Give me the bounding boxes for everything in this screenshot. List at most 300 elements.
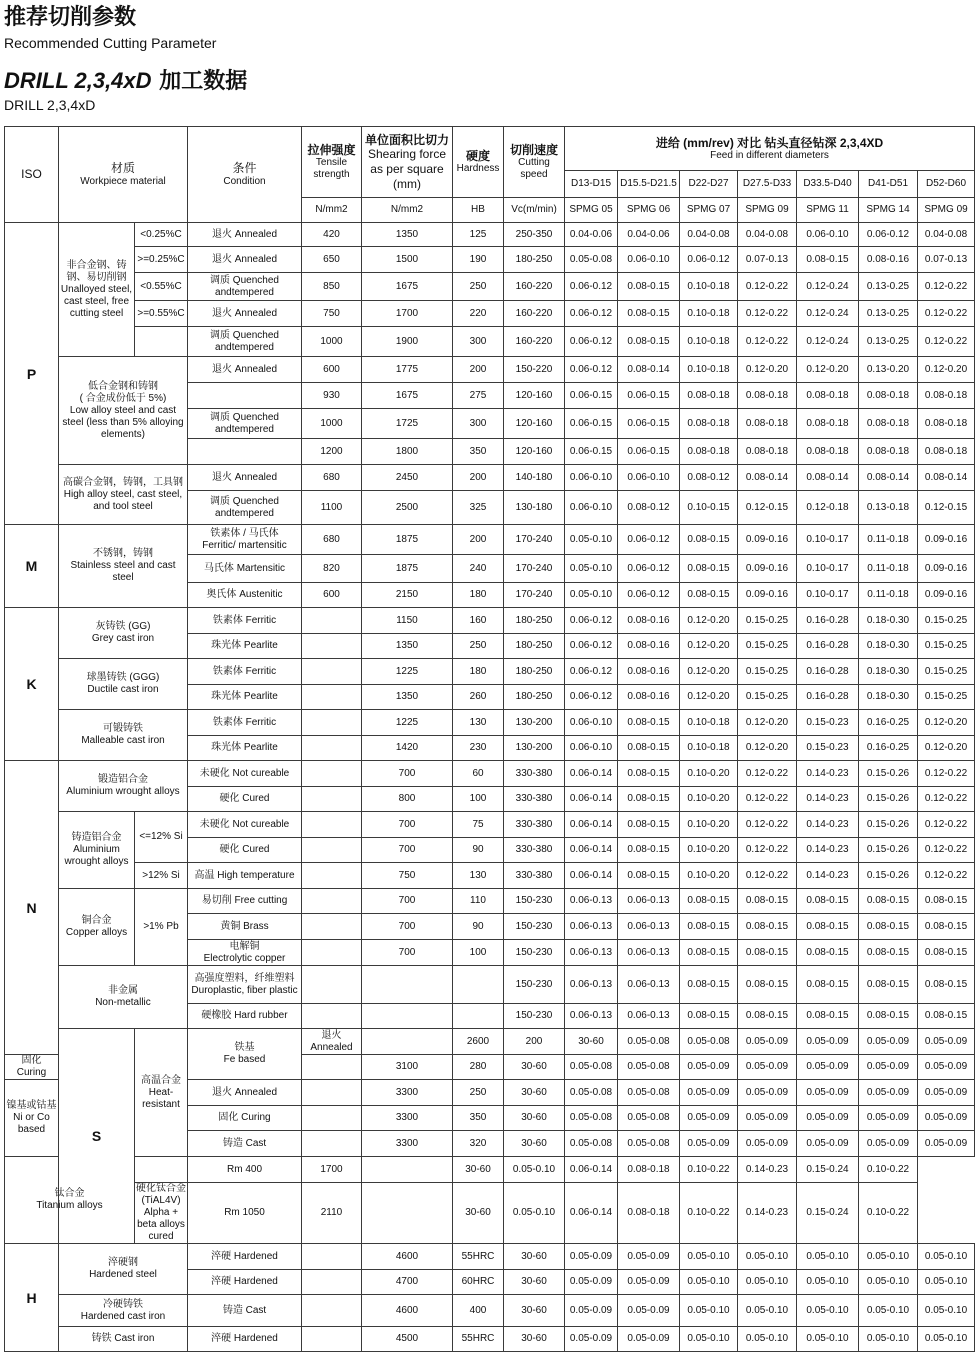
hardness-cell: 200 — [453, 357, 504, 383]
condition-cell: 马氏体 Martensitic — [188, 555, 302, 583]
feed-cell: 0.08-0.15 — [680, 525, 738, 555]
shear-cell: 2450 — [362, 465, 453, 491]
col-tensile: 拉伸强度 Tensile strength — [302, 127, 362, 198]
speed-cell: 30-60 — [453, 1183, 504, 1244]
feed-cell: 0.05-0.10 — [565, 525, 618, 555]
section-title — [4, 66, 247, 97]
feed-cell: 0.08-0.18 — [738, 439, 797, 465]
feed-cell: 0.08-0.16 — [618, 685, 680, 710]
shear-cell: 1225 — [362, 659, 453, 685]
hardness-cell: 250 — [453, 634, 504, 659]
feed-cell: 0.06-0.13 — [565, 940, 618, 966]
feed-cell: 0.08-0.15 — [618, 838, 680, 863]
tensile-cell: 750 — [302, 301, 362, 327]
feed-cell: 0.05-0.08 — [618, 1080, 680, 1106]
feed-cell: 0.08-0.14 — [738, 465, 797, 491]
hardness-cell: 275 — [453, 383, 504, 409]
feed-cell: 0.05-0.09 — [618, 1295, 680, 1327]
feed-cell: 0.10-0.15 — [680, 491, 738, 525]
feed-cell: 0.12-0.20 — [797, 357, 859, 383]
condition-cell: 铁素体 Ferritic — [188, 659, 302, 685]
table-row — [5, 659, 975, 685]
feed-cell: 0.08-0.15 — [797, 914, 859, 940]
feed-cell: 0.04-0.06 — [618, 223, 680, 247]
feed-cell: 0.12-0.18 — [797, 491, 859, 525]
feed-cell: 0.15-0.25 — [918, 608, 975, 634]
material-subclass: <0.25%C — [135, 223, 188, 247]
feed-cell: 0.14-0.23 — [738, 1183, 797, 1244]
feed-cell: 0.12-0.20 — [680, 685, 738, 710]
feed-cell: 0.05-0.09 — [918, 1106, 975, 1131]
diameter-header: D52-D60 — [918, 171, 975, 198]
tensile-cell — [302, 889, 362, 914]
tensile-cell — [302, 1131, 362, 1157]
feed-cell: 0.08-0.15 — [859, 1004, 918, 1029]
hardness-cell: 350 — [453, 1106, 504, 1131]
condition-cell: 淬硬 Hardened — [188, 1327, 302, 1352]
feed-cell: 0.08-0.15 — [618, 273, 680, 301]
table-row — [5, 608, 975, 634]
hardness-cell: 300 — [453, 409, 504, 439]
hardness-cell: 350 — [453, 439, 504, 465]
shear-cell: 1225 — [362, 710, 453, 736]
condition-cell: 未硬化 Not cureable — [188, 761, 302, 787]
feed-cell: 0.05-0.09 — [797, 1080, 859, 1106]
feed-cell: 0.15-0.26 — [859, 838, 918, 863]
feed-cell: 0.05-0.09 — [797, 1131, 859, 1157]
tensile-cell: 820 — [302, 555, 362, 583]
tensile-cell: 850 — [302, 273, 362, 301]
tensile-cell — [302, 685, 362, 710]
material-subclass: <0.55%C — [135, 273, 188, 301]
feed-cell: 0.06-0.15 — [565, 439, 618, 465]
feed-cell: 0.05-0.08 — [618, 1055, 680, 1080]
condition-cell: 退火 Annealed — [302, 1029, 362, 1055]
speed-cell: 160-220 — [504, 273, 565, 301]
speed-cell: 150-230 — [504, 1004, 565, 1029]
feed-cell: 0.05-0.09 — [797, 1055, 859, 1080]
feed-cell: 0.09-0.16 — [918, 555, 975, 583]
feed-cell: 0.08-0.18 — [918, 383, 975, 409]
feed-cell: 0.06-0.12 — [680, 247, 738, 273]
speed-cell: 170-240 — [504, 583, 565, 608]
speed-cell: 30-60 — [504, 1270, 565, 1295]
feed-cell: 0.12-0.24 — [797, 301, 859, 327]
table-row — [5, 1029, 975, 1055]
feed-cell: 0.05-0.09 — [680, 1055, 738, 1080]
iso-group: K — [5, 608, 59, 761]
shear-cell: 1675 — [362, 383, 453, 409]
table-row — [5, 1295, 975, 1327]
feed-cell: 0.16-0.25 — [859, 736, 918, 761]
feed-cell: 0.08-0.18 — [918, 439, 975, 465]
shear-cell: 4700 — [362, 1270, 453, 1295]
hardness-cell: 190 — [453, 247, 504, 273]
grade-header: SPMG 05 — [565, 198, 618, 223]
feed-cell: 0.15-0.24 — [797, 1157, 859, 1183]
feed-cell: 0.10-0.22 — [859, 1157, 918, 1183]
feed-cell: 0.12-0.22 — [918, 301, 975, 327]
shear-cell: 1350 — [362, 223, 453, 247]
speed-cell: 30-60 — [453, 1157, 504, 1183]
shear-cell: 700 — [362, 940, 453, 966]
feed-cell: 0.06-0.13 — [618, 1004, 680, 1029]
feed-cell: 0.05-0.09 — [918, 1055, 975, 1080]
feed-cell: 0.08-0.15 — [618, 863, 680, 889]
feed-cell: 0.05-0.08 — [618, 1029, 680, 1055]
feed-cell: 0.10-0.22 — [859, 1183, 918, 1244]
feed-cell: 0.16-0.28 — [797, 685, 859, 710]
feed-cell: 0.06-0.12 — [859, 223, 918, 247]
condition-cell: 珠光体 Pearlite — [188, 736, 302, 761]
feed-cell: 0.12-0.22 — [918, 273, 975, 301]
condition-cell: 铁素体 / 马氏体 Ferritic/ martensitic — [188, 525, 302, 555]
feed-cell: 0.13-0.20 — [859, 357, 918, 383]
shear-cell: 4600 — [362, 1295, 453, 1327]
condition-cell: 铁素体 Ferritic — [188, 710, 302, 736]
feed-cell: 0.15-0.26 — [859, 787, 918, 812]
feed-cell: 0.15-0.26 — [859, 863, 918, 889]
feed-cell: 0.05-0.09 — [680, 1131, 738, 1157]
speed-cell: 130-200 — [504, 710, 565, 736]
iso-group: N — [5, 761, 59, 1055]
diameter-header: D33.5-D40 — [797, 171, 859, 198]
feed-cell: 0.05-0.09 — [565, 1270, 618, 1295]
tensile-cell — [302, 1055, 362, 1080]
tensile-cell — [302, 634, 362, 659]
hardness-cell: 180 — [453, 583, 504, 608]
tensile-cell — [302, 1244, 362, 1270]
feed-cell: 0.05-0.10 — [918, 1327, 975, 1352]
condition-cell: 退火 Annealed — [188, 223, 302, 247]
hardness-cell: 280 — [453, 1055, 504, 1080]
grade-header: SPMG 11 — [797, 198, 859, 223]
feed-cell: 0.08-0.18 — [797, 383, 859, 409]
feed-cell: 0.06-0.14 — [565, 787, 618, 812]
feed-cell: 0.08-0.12 — [618, 491, 680, 525]
condition-cell: 未硬化 Not cureable — [188, 812, 302, 838]
shear-cell: 700 — [362, 761, 453, 787]
feed-cell: 0.05-0.10 — [680, 1327, 738, 1352]
feed-cell: 0.10-0.18 — [680, 301, 738, 327]
iso-group: H — [5, 1244, 59, 1352]
feed-cell: 0.12-0.15 — [738, 491, 797, 525]
feed-cell: 0.05-0.09 — [859, 1131, 918, 1157]
material-cell: 冷硬铸铁 Hardened cast iron — [59, 1295, 188, 1327]
feed-cell: 0.06-0.15 — [618, 439, 680, 465]
feed-cell: 0.12-0.22 — [738, 838, 797, 863]
feed-cell: 0.08-0.15 — [797, 940, 859, 966]
condition-cell: 退火 Annealed — [188, 465, 302, 491]
speed-cell: 30-60 — [504, 1295, 565, 1327]
grade-header: SPMG 07 — [680, 198, 738, 223]
hardness-cell: 180 — [453, 659, 504, 685]
feed-cell: 0.05-0.10 — [565, 583, 618, 608]
feed-cell: 0.12-0.24 — [797, 273, 859, 301]
feed-cell: 0.07-0.13 — [918, 247, 975, 273]
unit-shear: N/mm2 — [362, 198, 453, 223]
tensile-cell: 1000 — [302, 409, 362, 439]
feed-cell: 0.05-0.10 — [738, 1295, 797, 1327]
feed-cell: 0.08-0.15 — [797, 889, 859, 914]
shear-cell: 3300 — [362, 1080, 453, 1106]
feed-cell: 0.06-0.14 — [565, 761, 618, 787]
hardness-cell: 325 — [453, 491, 504, 525]
feed-cell: 0.07-0.13 — [738, 247, 797, 273]
cutting-parameter-table — [4, 126, 975, 1352]
shear-cell: 4600 — [362, 1244, 453, 1270]
feed-cell: 0.05-0.09 — [680, 1106, 738, 1131]
tensile-cell: 1000 — [302, 327, 362, 357]
feed-cell: 0.13-0.25 — [859, 273, 918, 301]
tensile-cell — [302, 1327, 362, 1352]
feed-cell: 0.05-0.09 — [738, 1106, 797, 1131]
table-row — [5, 710, 975, 736]
feed-cell: 0.05-0.10 — [918, 1270, 975, 1295]
feed-cell: 0.05-0.09 — [797, 1029, 859, 1055]
speed-cell: 30-60 — [504, 1080, 565, 1106]
feed-cell: 0.14-0.23 — [797, 812, 859, 838]
feed-cell: 0.10-0.20 — [680, 812, 738, 838]
feed-cell: 0.05-0.09 — [918, 1080, 975, 1106]
shear-cell: 3100 — [362, 1055, 453, 1080]
feed-cell: 0.08-0.15 — [918, 914, 975, 940]
shear-cell: 1150 — [362, 608, 453, 634]
speed-cell: 330-380 — [504, 863, 565, 889]
material-cell: 非金属 Non-metallic — [59, 966, 188, 1029]
feed-cell: 0.15-0.25 — [918, 634, 975, 659]
feed-cell: 0.06-0.14 — [565, 812, 618, 838]
tensile-cell — [302, 914, 362, 940]
feed-cell: 0.08-0.18 — [618, 1157, 680, 1183]
speed-cell: 330-380 — [504, 761, 565, 787]
shear-cell: 2150 — [362, 583, 453, 608]
diameter-header: D41-D51 — [859, 171, 918, 198]
hardness-cell: 60 — [453, 761, 504, 787]
feed-cell: 0.05-0.10 — [797, 1295, 859, 1327]
feed-cell: 0.12-0.22 — [918, 812, 975, 838]
hardness-cell: 60HRC — [453, 1270, 504, 1295]
shear-cell: 700 — [362, 812, 453, 838]
feed-cell: 0.06-0.13 — [565, 889, 618, 914]
feed-cell: 0.05-0.09 — [565, 1295, 618, 1327]
material-subclass — [135, 327, 188, 357]
feed-cell: 0.05-0.10 — [738, 1270, 797, 1295]
col-speed: 切削速度 Cutting speed — [504, 127, 565, 198]
feed-cell: 0.08-0.15 — [859, 940, 918, 966]
feed-cell: 0.08-0.14 — [618, 357, 680, 383]
table-row — [5, 525, 975, 555]
feed-cell: 0.12-0.22 — [738, 761, 797, 787]
material-cell: 铸铁 Cast iron — [59, 1327, 188, 1352]
feed-cell: 0.08-0.18 — [680, 409, 738, 439]
hardness-cell: 240 — [453, 555, 504, 583]
speed-cell: 180-250 — [504, 608, 565, 634]
feed-cell: 0.10-0.18 — [680, 327, 738, 357]
hardness-cell: 300 — [453, 327, 504, 357]
feed-cell: 0.05-0.09 — [918, 1029, 975, 1055]
section-subtitle: DRILL 2,3,4xD — [4, 97, 96, 113]
speed-cell: 30-60 — [504, 1106, 565, 1131]
hardness-cell: 130 — [453, 710, 504, 736]
feed-cell: 0.08-0.15 — [859, 914, 918, 940]
feed-cell: 0.06-0.15 — [618, 409, 680, 439]
feed-cell: 0.15-0.26 — [859, 761, 918, 787]
feed-cell: 0.05-0.09 — [797, 1106, 859, 1131]
tensile-cell — [302, 608, 362, 634]
condition-cell: 硬化钛合金 (TiAL4V) Alpha + beta alloys cured — [136, 1183, 186, 1242]
feed-cell: 0.12-0.22 — [738, 327, 797, 357]
speed-cell: 330-380 — [504, 812, 565, 838]
tensile-cell: 1100 — [302, 491, 362, 525]
speed-cell: 330-380 — [504, 787, 565, 812]
feed-cell: 0.10-0.18 — [680, 273, 738, 301]
condition-cell: 高温 High temperature — [188, 863, 302, 889]
feed-cell: 0.05-0.08 — [565, 1106, 618, 1131]
col-iso: ISO — [5, 127, 59, 223]
feed-cell: 0.09-0.16 — [738, 583, 797, 608]
feed-cell: 0.14-0.23 — [797, 863, 859, 889]
shear-cell: 1875 — [362, 555, 453, 583]
feed-cell: 0.08-0.15 — [680, 555, 738, 583]
feed-cell: 0.08-0.15 — [618, 761, 680, 787]
hardness-cell: 110 — [453, 889, 504, 914]
feed-cell: 0.05-0.09 — [618, 1244, 680, 1270]
feed-cell: 0.08-0.15 — [797, 247, 859, 273]
unit-speed: Vc(m/min) — [504, 198, 565, 223]
feed-cell: 0.18-0.30 — [859, 608, 918, 634]
condition-cell: 硬化 Cured — [188, 838, 302, 863]
feed-cell: 0.06-0.10 — [565, 491, 618, 525]
hardness-cell: 90 — [453, 838, 504, 863]
shear-cell: 1700 — [362, 301, 453, 327]
feed-cell: 0.08-0.15 — [918, 1004, 975, 1029]
feed-cell: 0.04-0.06 — [565, 223, 618, 247]
feed-cell: 0.11-0.18 — [859, 583, 918, 608]
feed-cell: 0.06-0.14 — [565, 1183, 618, 1244]
tensile-cell: 420 — [302, 223, 362, 247]
condition-cell: 电解铜 Electrolytic copper — [188, 940, 302, 966]
grade-header: SPMG 09 — [918, 198, 975, 223]
feed-cell: 0.16-0.25 — [859, 710, 918, 736]
feed-cell: 0.08-0.16 — [618, 634, 680, 659]
col-material: 材质 Workpiece material — [59, 127, 188, 223]
material-cell: 可锻铸铁 Malleable cast iron — [59, 710, 188, 761]
material-subclass: >=0.25%C — [135, 247, 188, 273]
tensile-cell — [302, 1004, 362, 1029]
material-cell: 锻造铝合金 Aluminium wrought alloys — [59, 761, 188, 812]
tensile-cell: 650 — [302, 247, 362, 273]
material-cell: 不锈钢，铸钢 Stainless steel and cast steel — [59, 525, 188, 608]
feed-cell: 0.05-0.10 — [859, 1295, 918, 1327]
diameter-header: D22-D27 — [680, 171, 738, 198]
feed-cell: 0.08-0.18 — [859, 409, 918, 439]
shear-cell: 1775 — [362, 357, 453, 383]
tensile-cell — [362, 1029, 453, 1055]
feed-cell: 0.05-0.10 — [797, 1327, 859, 1352]
feed-cell: 0.09-0.16 — [738, 525, 797, 555]
table-row — [5, 863, 975, 889]
feed-cell: 0.08-0.15 — [618, 327, 680, 357]
feed-cell: 0.05-0.10 — [859, 1327, 918, 1352]
feed-cell: 0.06-0.12 — [565, 608, 618, 634]
feed-cell: 0.12-0.22 — [918, 838, 975, 863]
shear-cell: 1725 — [362, 409, 453, 439]
feed-cell: 0.06-0.10 — [565, 736, 618, 761]
speed-cell: 330-380 — [504, 838, 565, 863]
feed-cell: 0.05-0.09 — [738, 1131, 797, 1157]
tensile-cell — [302, 966, 362, 1004]
feed-cell: 0.08-0.18 — [859, 439, 918, 465]
shear-cell: 2500 — [362, 491, 453, 525]
feed-cell: 0.18-0.30 — [859, 634, 918, 659]
speed-cell: 170-240 — [504, 525, 565, 555]
feed-cell: 0.12-0.22 — [738, 273, 797, 301]
feed-cell: 0.18-0.30 — [859, 685, 918, 710]
condition-cell: 退火 Annealed — [188, 247, 302, 273]
feed-cell: 0.05-0.10 — [738, 1244, 797, 1270]
hardness-cell — [453, 1004, 504, 1029]
feed-cell: 0.12-0.20 — [918, 710, 975, 736]
feed-cell: 0.12-0.15 — [918, 491, 975, 525]
material-subclass: 镍基或钴基 Ni or Co based — [5, 1080, 59, 1157]
speed-cell: 180-250 — [504, 634, 565, 659]
diameter-header: D15.5-D21.5 — [618, 171, 680, 198]
feed-cell: 0.12-0.22 — [918, 787, 975, 812]
hardness-cell: 200 — [504, 1029, 565, 1055]
table-row — [5, 1327, 975, 1352]
hardness-cell: 320 — [453, 1131, 504, 1157]
feed-cell: 0.06-0.12 — [565, 634, 618, 659]
tensile-cell — [302, 710, 362, 736]
feed-cell: 0.06-0.13 — [618, 940, 680, 966]
hardness-cell: 200 — [453, 525, 504, 555]
section-title-model: DRILL 2,3,4xD — [4, 68, 152, 93]
material-cell: 高温合金 Heat-resistant — [135, 1029, 188, 1157]
feed-cell: 0.15-0.25 — [738, 659, 797, 685]
feed-cell: 0.10-0.17 — [797, 555, 859, 583]
shear-cell: 2110 — [302, 1183, 362, 1244]
iso-group: M — [5, 525, 59, 608]
table-row — [5, 966, 975, 1004]
speed-cell: 130-180 — [504, 491, 565, 525]
feed-cell: 0.12-0.20 — [738, 736, 797, 761]
feed-cell: 0.12-0.22 — [918, 761, 975, 787]
speed-cell: 150-230 — [504, 889, 565, 914]
grade-header: SPMG 06 — [618, 198, 680, 223]
feed-cell: 0.10-0.18 — [680, 710, 738, 736]
condition-cell: 退火 Annealed — [188, 357, 302, 383]
feed-cell: 0.08-0.15 — [859, 889, 918, 914]
feed-cell: 0.13-0.25 — [859, 301, 918, 327]
feed-cell: 0.08-0.15 — [618, 710, 680, 736]
feed-cell: 0.06-0.15 — [565, 409, 618, 439]
feed-cell: 0.05-0.08 — [565, 247, 618, 273]
feed-cell: 0.04-0.08 — [918, 223, 975, 247]
table-row — [5, 889, 975, 914]
feed-cell: 0.11-0.18 — [859, 525, 918, 555]
feed-cell: 0.06-0.12 — [618, 583, 680, 608]
hardness-cell: 250 — [453, 273, 504, 301]
hardness-cell: 90 — [453, 914, 504, 940]
speed-cell: 30-60 — [504, 1327, 565, 1352]
feed-cell: 0.05-0.10 — [565, 555, 618, 583]
table-row — [5, 812, 975, 838]
feed-cell: 0.06-0.12 — [618, 555, 680, 583]
feed-cell: 0.06-0.10 — [618, 465, 680, 491]
feed-cell: 0.10-0.20 — [680, 863, 738, 889]
feed-cell: 0.16-0.28 — [797, 659, 859, 685]
